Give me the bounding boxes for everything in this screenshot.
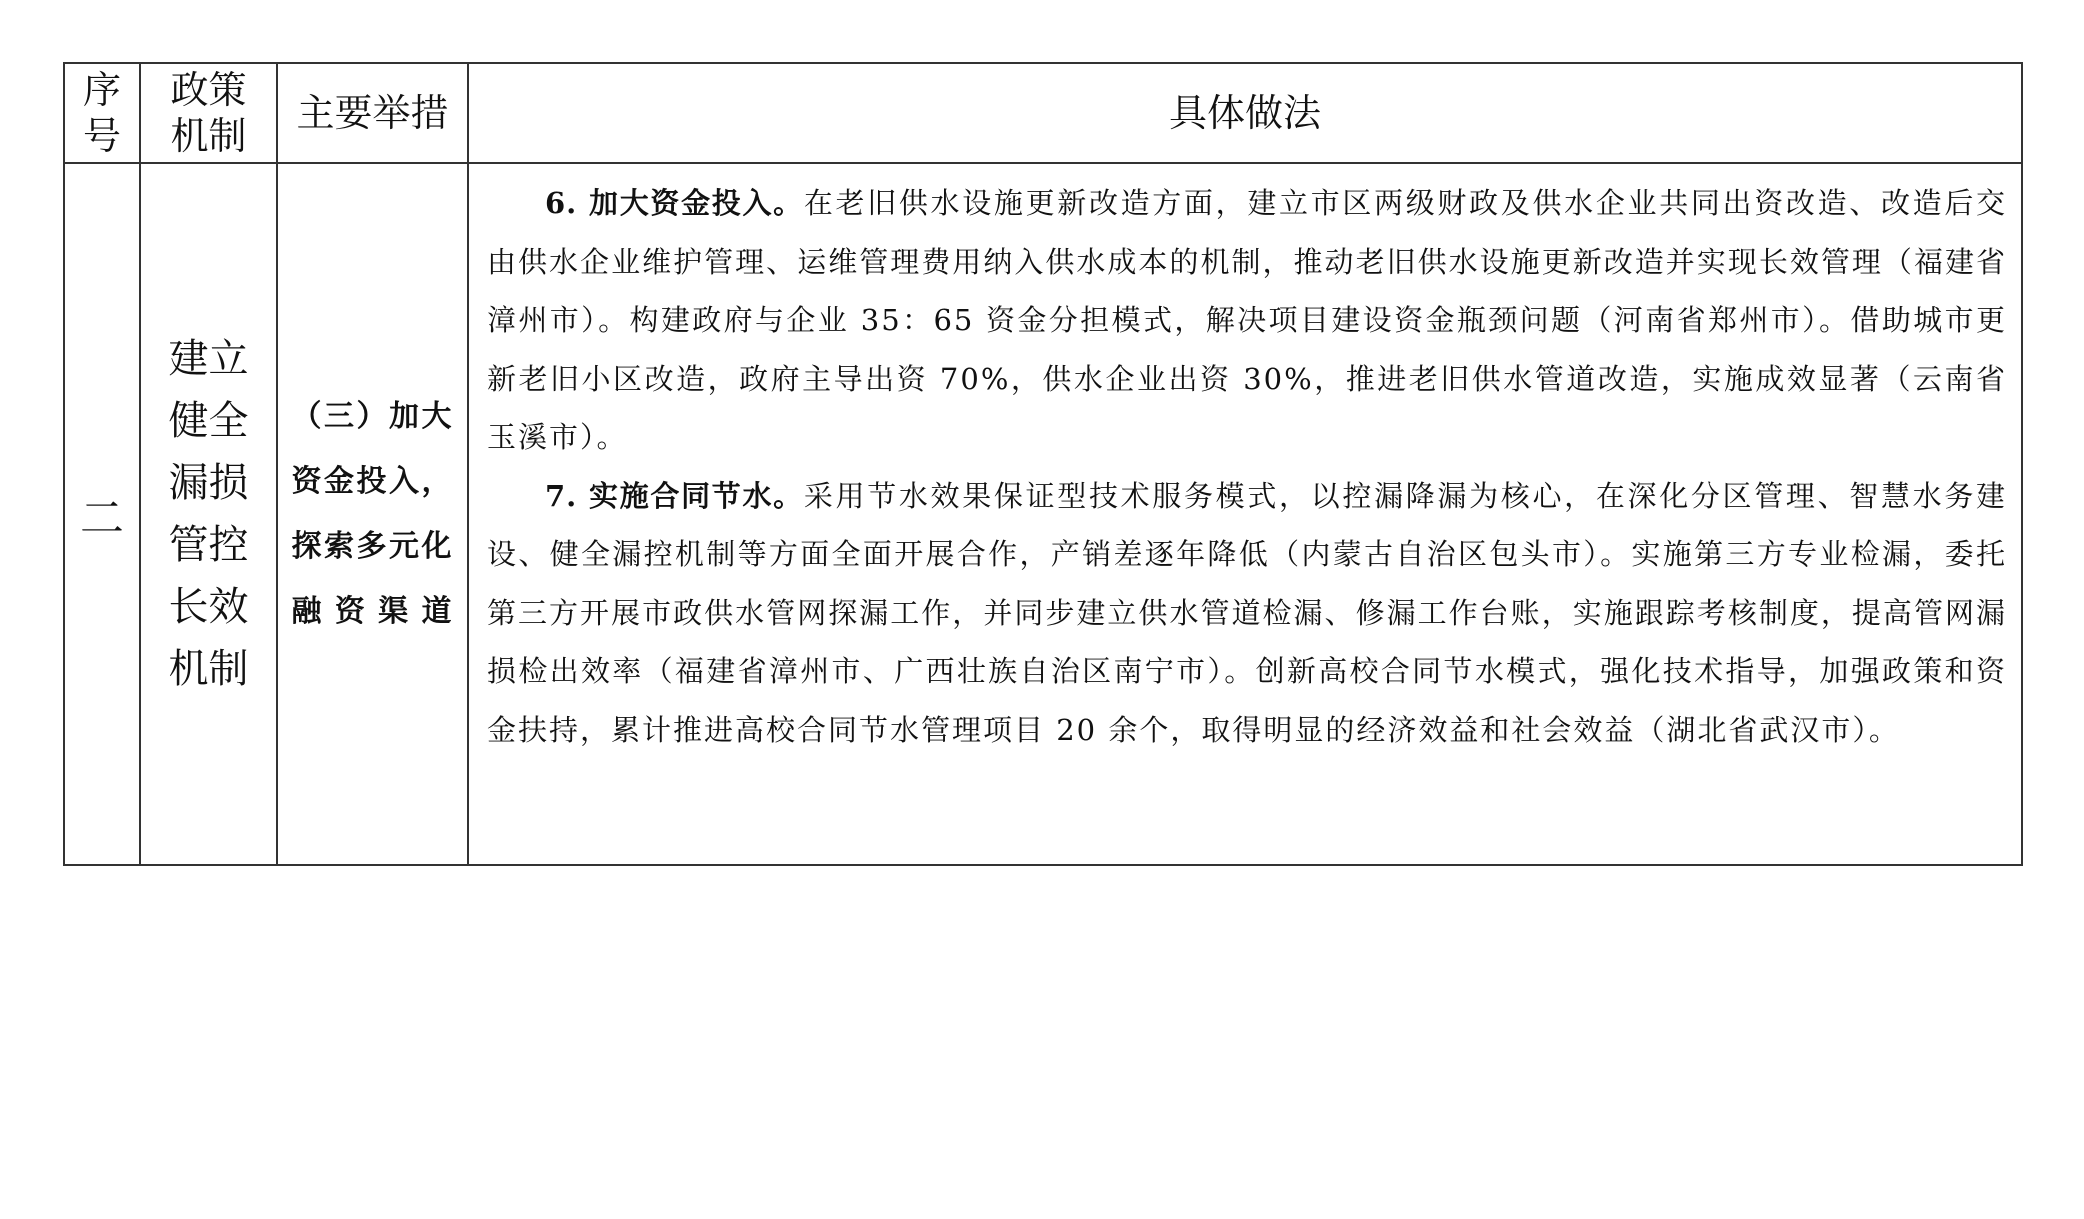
row-measure: （三）加大资金投入，探索多元化融资渠道 (291, 399, 454, 629)
header-mechanism: 政策机制 (170, 68, 247, 158)
row-seq-cell (64, 163, 140, 865)
row-mechanism: 建立健全漏损管控长效机制 (168, 336, 249, 692)
row-mechanism-cell (140, 163, 277, 865)
practice-1-lead: 6. 加大资金投入。 (545, 186, 804, 220)
header-practice: 具体做法 (1168, 91, 1321, 135)
practice-paragraph-1 (487, 174, 2007, 467)
header-practice-cell (468, 63, 2022, 163)
table-row (64, 163, 2022, 865)
practice-paragraph-2 (487, 467, 2007, 760)
practice-1-text: 在老旧供水设施更新改造方面，建立市区两级财政及供水企业共同出资改造、改造后交由供水企业维护管理、运维管理费用纳入供水成本的机制，推动老旧供水设施更新改造并实现长效管理（福建省漳州市）。构建政府与企业 35：65 资金分担模式，解决项目建设资金瓶颈问题（河南省郑州市）。借助城市更新老旧小区改造，政府主导出资 70%，供水企业出资 30%，推进老旧供水管道改造，实施成效显著（云南省玉溪市）。 (487, 186, 2007, 454)
header-measure: 主要举措 (296, 91, 449, 135)
practice-2-lead: 7. 实施合同节水。 (545, 478, 804, 513)
policy-table (63, 62, 2023, 866)
row-practice-cell (468, 163, 2022, 865)
table-header-row (64, 63, 2022, 163)
header-seq: 序号 (83, 68, 122, 158)
practice-2-text: 采用节水效果保证型技术服务模式，以控漏降漏为核心，在深化分区管理、智慧水务建设、健全漏控机制等方面全面开展合作，产销差逐年降低（内蒙古自治区包头市）。实施第三方专业检漏，委托第三方开展市政供水管网探漏工作，并同步建立供水管道检漏、修漏工作台账，实施跟踪考核制度，提高管网漏损检出效率（福建省漳州市、广西壮族自治区南宁市）。创新高校合同节水模式，强化技术指导，加强政策和资金扶持，累计推进高校合同节水管理项目 20 余个，取得明显的经济效益和社会效益（湖北省武汉市）。 (487, 478, 2007, 747)
header-measure-cell (277, 63, 468, 163)
header-mechanism-cell (140, 63, 277, 163)
header-seq-cell (64, 63, 140, 163)
row-seq: 二 (80, 493, 124, 544)
row-measure-cell (277, 163, 468, 865)
